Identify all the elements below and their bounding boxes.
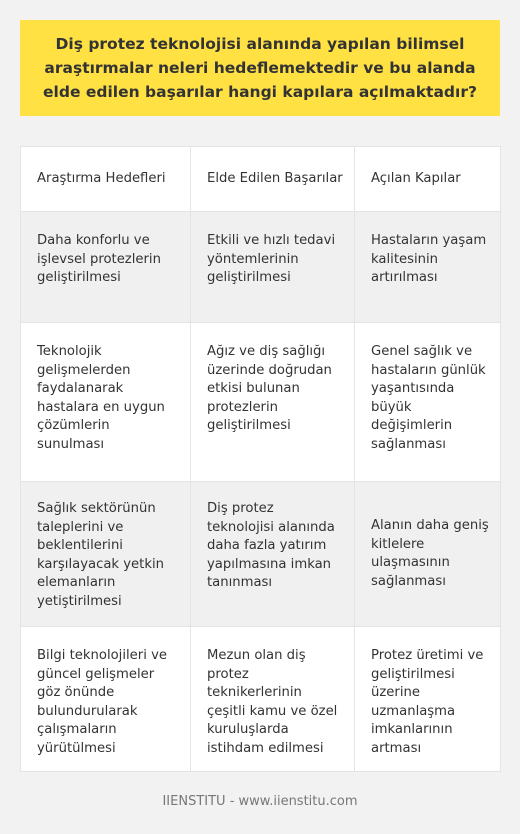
table-row — [21, 627, 501, 772]
table-cell: Daha konforlu ve işlevsel protezlerin geliştirilmesi — [21, 212, 191, 323]
column-header: Açılan Kapılar — [355, 147, 501, 212]
table-cell: Mezun olan diş protez teknikerlerinin çeşitli kamu ve özel kuruluşlarda istihdam edilmesi — [191, 627, 355, 772]
column-header: Elde Edilen Başarılar — [191, 147, 355, 212]
table-header-row — [21, 147, 501, 212]
table-row — [21, 212, 501, 323]
title-banner — [20, 20, 500, 116]
table-cell: Genel sağlık ve hastaların günlük yaşantısında büyük değişimlerin sağlanması — [355, 323, 501, 482]
comparison-table — [20, 146, 501, 772]
footer-credit: IIENSTITU - www.iienstitu.com — [162, 794, 358, 809]
page-title: Diş protez teknolojisi alanında yapılan bilimsel araştırmalar neleri hedeflemektedir ve bu alanda elde edilen başarılar hangi kapılara açılmaktadır? — [43, 35, 477, 101]
table-cell: Etkili ve hızlı tedavi yöntemlerinin geliştirilmesi — [191, 212, 355, 323]
table-row — [21, 482, 501, 627]
column-header: Araştırma Hedefleri — [21, 147, 191, 212]
table-cell: Protez üretimi ve geliştirilmesi üzerine uzmanlaşma imkanlarının artması — [355, 627, 501, 772]
table-cell: Sağlık sektörünün taleplerini ve beklentilerini karşılayacak yetkin elemanların yetiştirilmesi — [21, 482, 191, 627]
table-cell: Hastaların yaşam kalitesinin artırılması — [355, 212, 501, 323]
table-cell: Bilgi teknolojileri ve güncel gelişmeler göz önünde bulundurularak çalışmaların yürütülmesi — [21, 627, 191, 772]
table-cell: Alanın daha geniş kitlelere ulaşmasının sağlanması — [355, 482, 501, 627]
table-row — [21, 323, 501, 482]
table-cell: Teknolojik gelişmelerden faydalanarak hastalara en uygun çözümlerin sunulması — [21, 323, 191, 482]
table-cell: Diş protez teknolojisi alanında daha fazla yatırım yapılmasına imkan tanınması — [191, 482, 355, 627]
table-cell: Ağız ve diş sağlığı üzerinde doğrudan etkisi bulunan protezlerin geliştirilmesi — [191, 323, 355, 482]
